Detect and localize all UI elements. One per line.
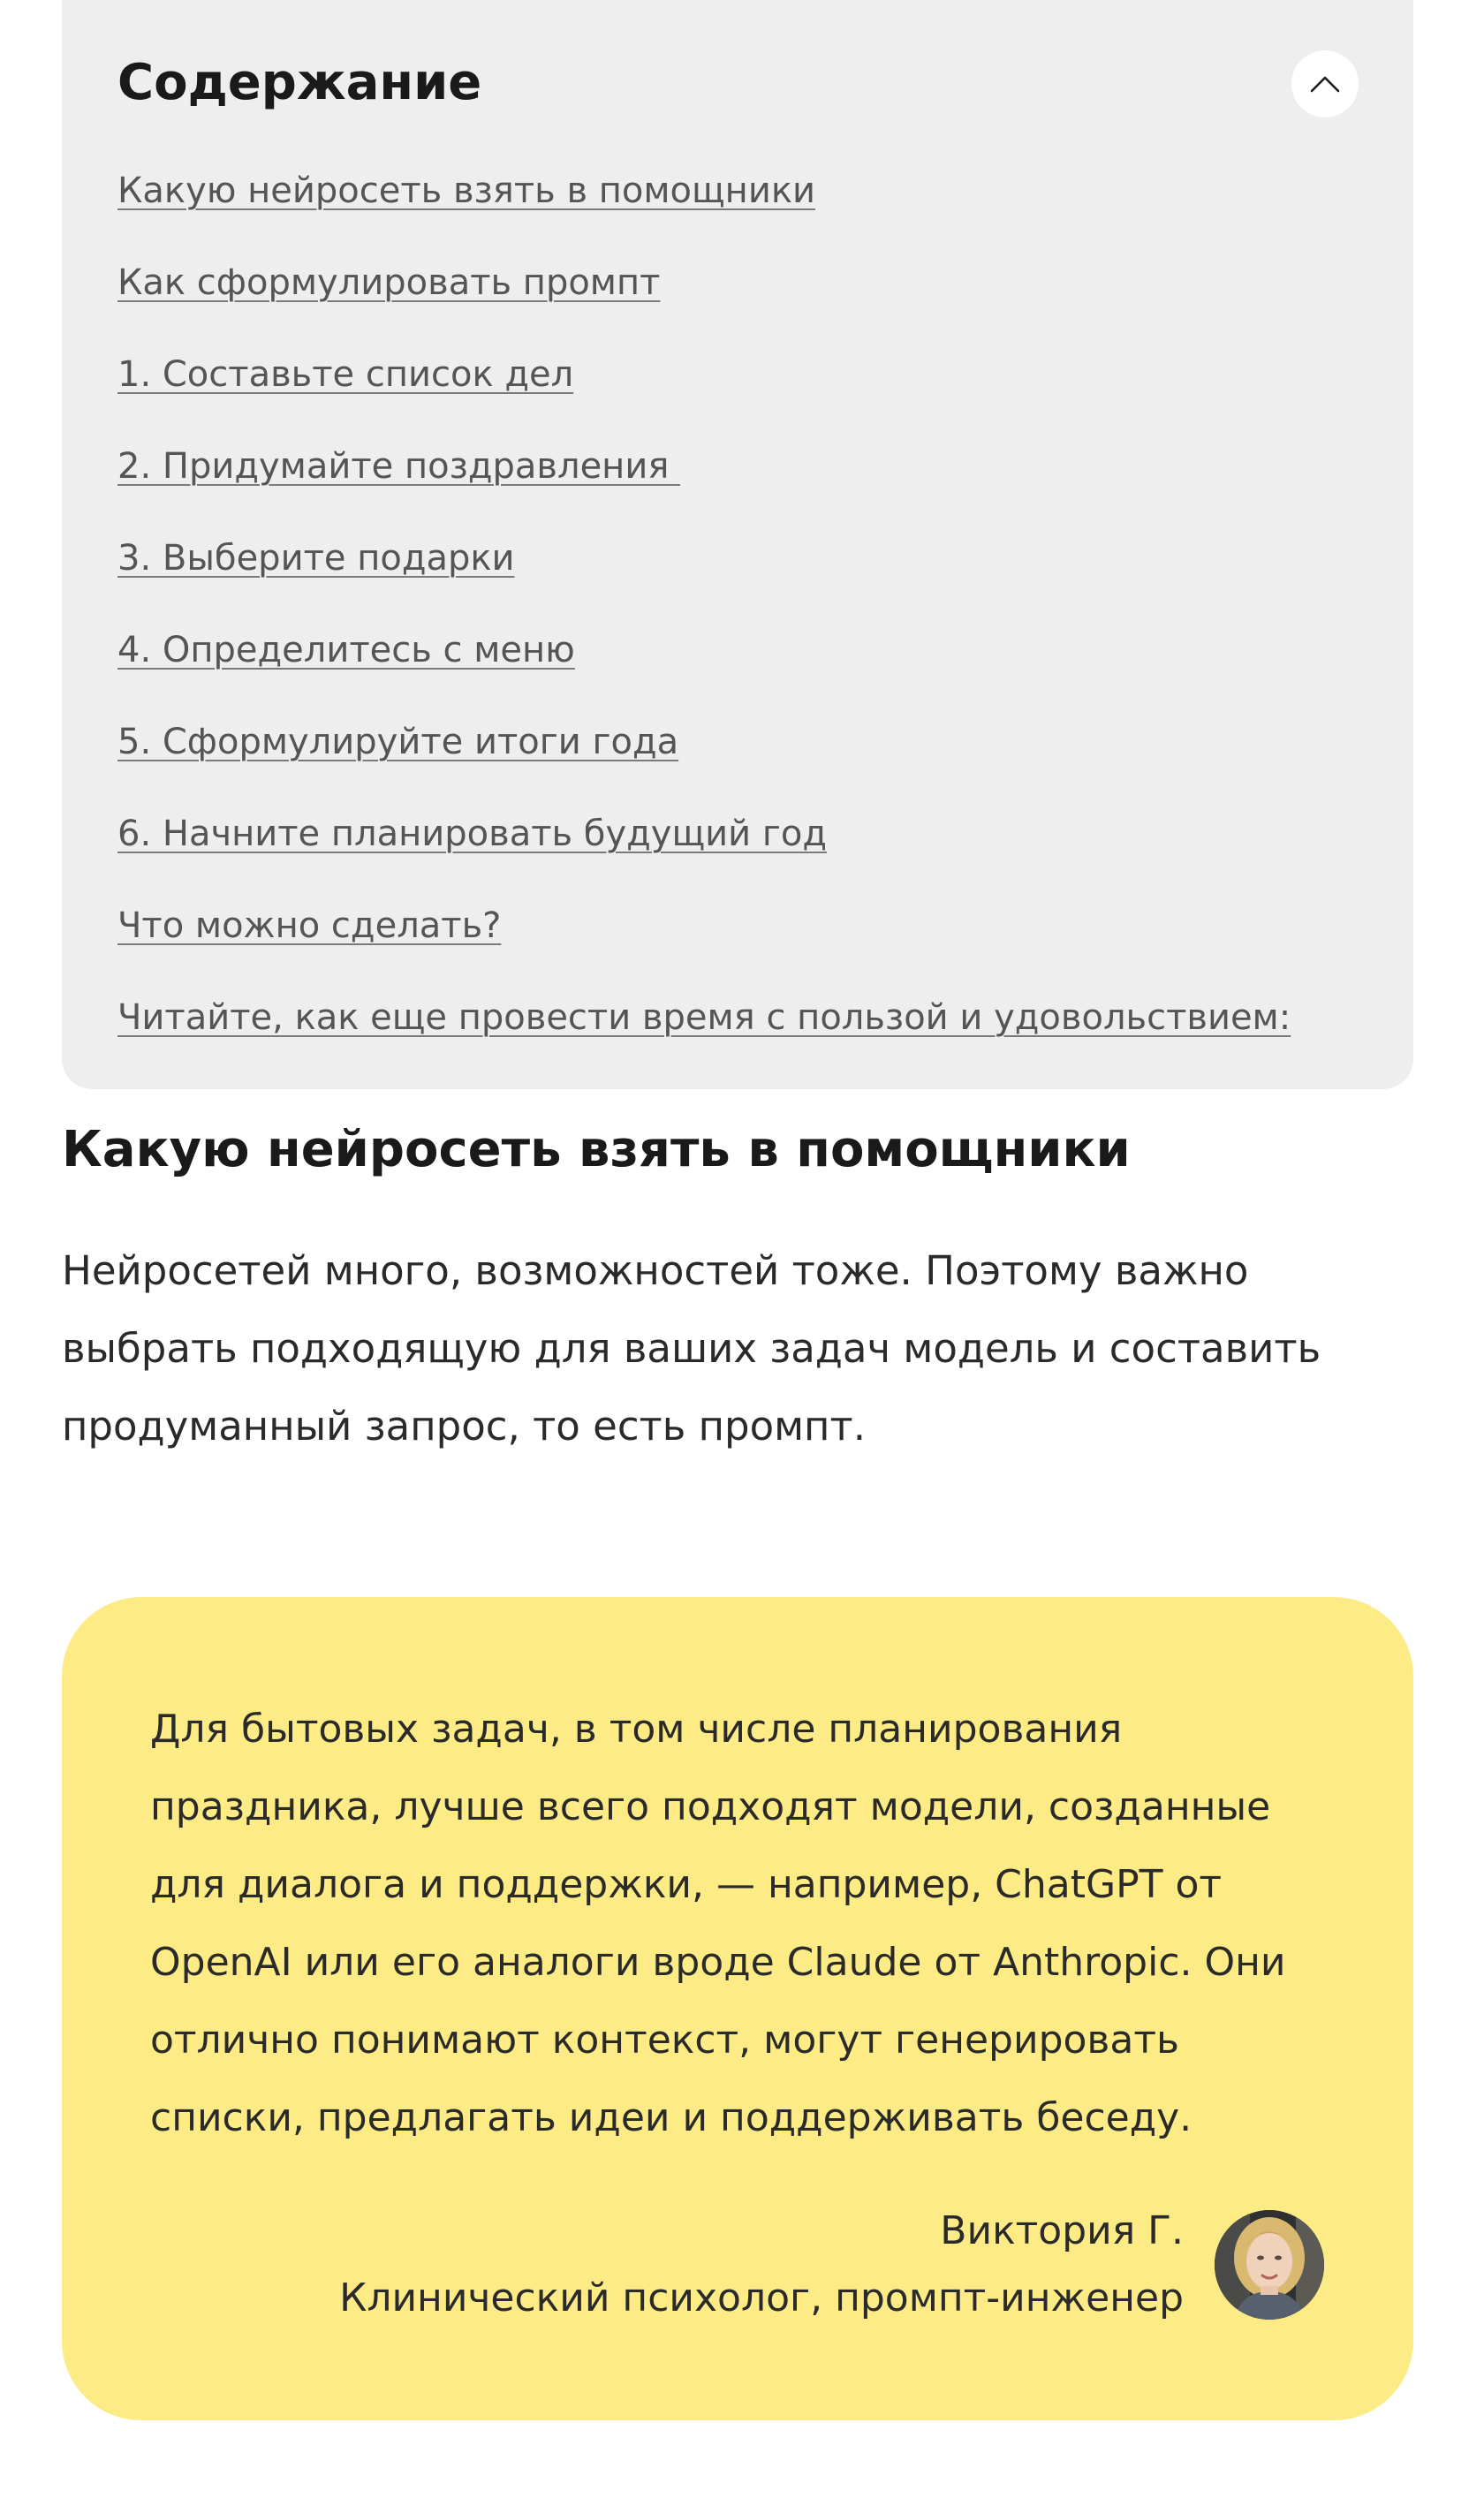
author-photo-icon: [1215, 2210, 1324, 2320]
author-name: Виктория Г.: [940, 2208, 1184, 2253]
intro-paragraph: [62, 1232, 1413, 1465]
expert-quote-card: [62, 1597, 1413, 2420]
toc-link[interactable]: Как сформулировать промпт: [117, 262, 661, 303]
quote-line: OpenAI или его аналоги вроде Claude от Anthropic. Они: [150, 1940, 1286, 1985]
toc-link[interactable]: 1. Составьте список дел: [117, 354, 574, 395]
author-role: Клинический психолог, промпт-инженер: [339, 2275, 1184, 2321]
toc-link[interactable]: 3. Выберите подарки: [117, 538, 515, 579]
toc-item: [117, 715, 1291, 807]
quote-line: списки, предлагать идеи и поддерживать беседу.: [150, 2095, 1192, 2140]
toc-link[interactable]: 4. Определитесь с меню: [117, 630, 575, 670]
chevron-up-icon: [1310, 75, 1340, 93]
toc-collapse-button[interactable]: [1291, 50, 1359, 117]
toc-item: [117, 348, 1291, 440]
author-avatar: [1215, 2210, 1324, 2320]
quote-line: Для бытовых задач, в том числе планирования: [150, 1707, 1123, 1752]
toc-item: [117, 807, 1291, 899]
toc-link[interactable]: 2. Придумайте поздравления: [117, 446, 681, 487]
toc-link[interactable]: Читайте, как еще провести время с пользой и удовольствием:: [117, 997, 1291, 1038]
toc-link[interactable]: Какую нейросеть взять в помощники: [117, 170, 815, 211]
table-of-contents: [62, 0, 1413, 1089]
toc-item: [117, 899, 1291, 991]
toc-item: [117, 991, 1291, 1083]
intro-line: Нейросетей много, возможностей тоже. Поэтому важно: [62, 1247, 1249, 1294]
toc-link[interactable]: 5. Сформулируйте итоги года: [117, 722, 679, 762]
intro-line: выбрать подходящую для ваших задач модель и составить: [62, 1325, 1321, 1372]
toc-item: [117, 164, 1291, 256]
toc-title: Содержание: [117, 54, 482, 111]
toc-link[interactable]: 6. Начните планировать будущий год: [117, 814, 827, 854]
quote-text: [150, 1691, 1387, 2157]
toc-list: [117, 164, 1291, 1083]
quote-author: [339, 2198, 1184, 2332]
intro-line: продуманный запрос, то есть промпт.: [62, 1403, 866, 1450]
quote-line: отлично понимают контекст, могут генерировать: [150, 2018, 1179, 2063]
section-heading: Какую нейросеть взять в помощники: [62, 1121, 1131, 1178]
quote-line: праздника, лучше всего подходят модели, созданные: [150, 1784, 1271, 1829]
toc-item: [117, 256, 1291, 348]
toc-link[interactable]: Что можно сделать?: [117, 905, 502, 946]
quote-line: для диалога и поддержки, — например, ChatGPT от: [150, 1862, 1223, 1907]
toc-item: [117, 532, 1291, 624]
toc-item: [117, 624, 1291, 715]
toc-item: [117, 440, 1291, 532]
